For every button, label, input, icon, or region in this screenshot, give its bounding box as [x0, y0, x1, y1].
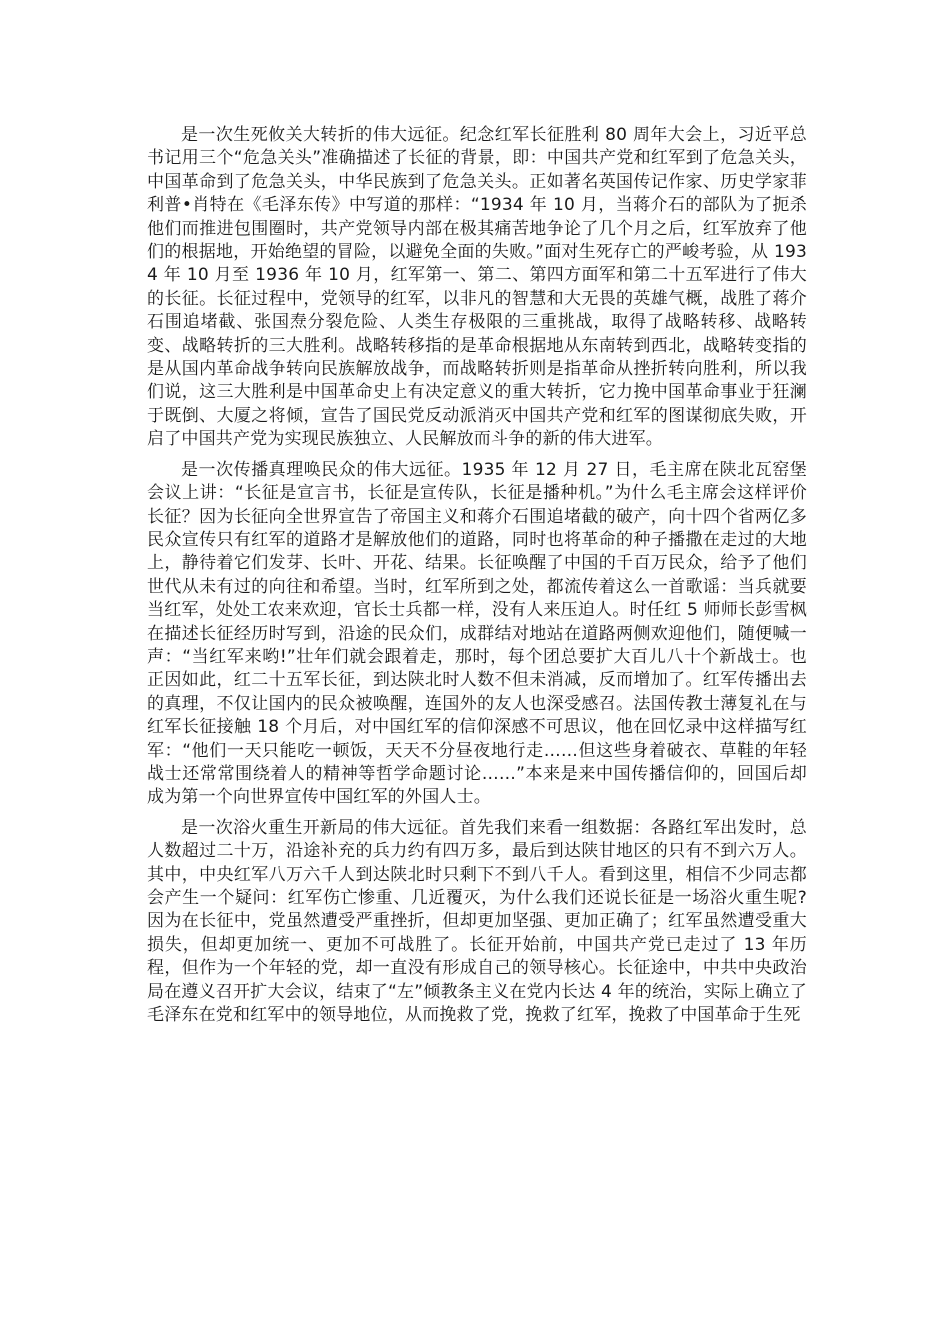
- document-page: [147, 124, 807, 1034]
- paragraph-spreading-truth: 是一次传播真理唤民众的伟大远征。1935 年 12 月 27 日，毛主席在陕北瓦窑堡会议上讲：“长征是宣言书，长征是宣传队，长征是播种机。”为什么毛主席会这样评价长征？因为长征向全世界宣告了帝国主义和蒋介石围追堵截的破产，向十四个省两亿多民众宣传只有红军的道路才是解放他们的道路，同时也将革命的种子播撒在走过的大地上，静待着它们发芽、长叶、开花、结果。长征唤醒了中国的千百万民众，给予了他们世代从未有过的向往和希望。当时，红军所到之处，都流传着这么一首歌谣：当兵就要当红军，处处工农来欢迎，官长士兵都一样，没有人来压迫人。时任红 5 师师长彭雪枫在描述长征经历时写到，沿途的民众们，成群结对地站在道路两侧欢迎他们，随便喊一声：“当红军来哟!”壮年们就会跟着走，那时，每个团总要扩大百儿八十个新战士。也正因如此，红二十五军长征，到达陕北时人数不但未消减，反而增加了。红军传播出去的真理，不仅让国内的民众被唤醒，连国外的友人也深受感召。法国传教士薄复礼在与红军长征接触 18 个月后，对中国红军的信仰深感不可思议，他在回忆录中这样描写红军：“他们一天只能吃一顿饭，天天不分昼夜地行走……但这些身着破衣、草鞋的年轻战士还常常围绕着人的精神等哲学命题讨论……”本来是来中国传播信仰的，回国后却成为第一个向世界宣传中国红军的外国人士。: [147, 459, 807, 808]
- paragraph-strategic-turning-point: 是一次生死攸关大转折的伟大远征。纪念红军长征胜利 80 周年大会上，习近平总书记用三个“危急关头”准确描述了长征的背景，即：中国共产党和红军到了危急关头，中国革命到了危急关头，中华民族到了危急关头。正如著名英国传记作家、历史学家菲利普•肖特在《毛泽东传》中写道的那样：“1934 年 10 月，当蒋介石的部队为了扼杀他们而推进包围圈时，共产党领导内部在极其痛苦地争论了几个月之后，红军放弃了他们的根据地，开始绝望的冒险，以避免全面的失败。”面对生死存亡的严峻考验，从 1934 年 10 月至 1936 年 10 月，红军第一、第二、第四方面军和第二十五军进行了伟大的长征。长征过程中，党领导的红军，以非凡的智慧和大无畏的英雄气概，战胜了蒋介石围追堵截、张国焘分裂危险、人类生存极限的三重挑战，取得了战略转移、战略转变、战略转折的三大胜利。战略转移指的是革命根据地从东南转到西北，战略转变指的是从国内革命战争转向民族解放战争，而战略转折则是指革命从挫折转向胜利，所以我们说，这三大胜利是中国革命史上有决定意义的重大转折，它力挽中国革命事业于狂澜于既倒、大厦之将倾，宣告了国民党反动派消灭中国共产党和红军的图谋彻底失败，开启了中国共产党为实现民族独立、人民解放而斗争的新的伟大进军。: [147, 125, 807, 450]
- paragraph-rebirth-new-situation: 是一次浴火重生开新局的伟大远征。首先我们来看一组数据：各路红军出发时，总人数超过二十万，沿途补充的兵力约有四万多，最后到达陕甘地区的只有不到六万人。其中，中央红军八万六千人到达陕北时只剩下不到八千人。看到这里，相信不少同志都会产生一个疑问：红军伤亡惨重、几近覆灭，为什么我们还说长征是一场浴火重生呢?因为在长征中，党虽然遭受严重挫折，但却更加坚强、更加正确了；红军虽然遭受重大损失，但却更加统一、更加不可战胜了。长征开始前，中国共产党已走过了 13 年历程，但作为一个年轻的党，却一直没有形成自己的领导核心。长征途中，中共中央政治局在遵义召开扩大会议，结束了“左”倾教条主义在党内长达 4 年的统治，实际上确立了毛泽东在党和红军中的领导地位，从而挽救了党，挽救了红军，挽救了中国革命于生死: [147, 817, 807, 1026]
